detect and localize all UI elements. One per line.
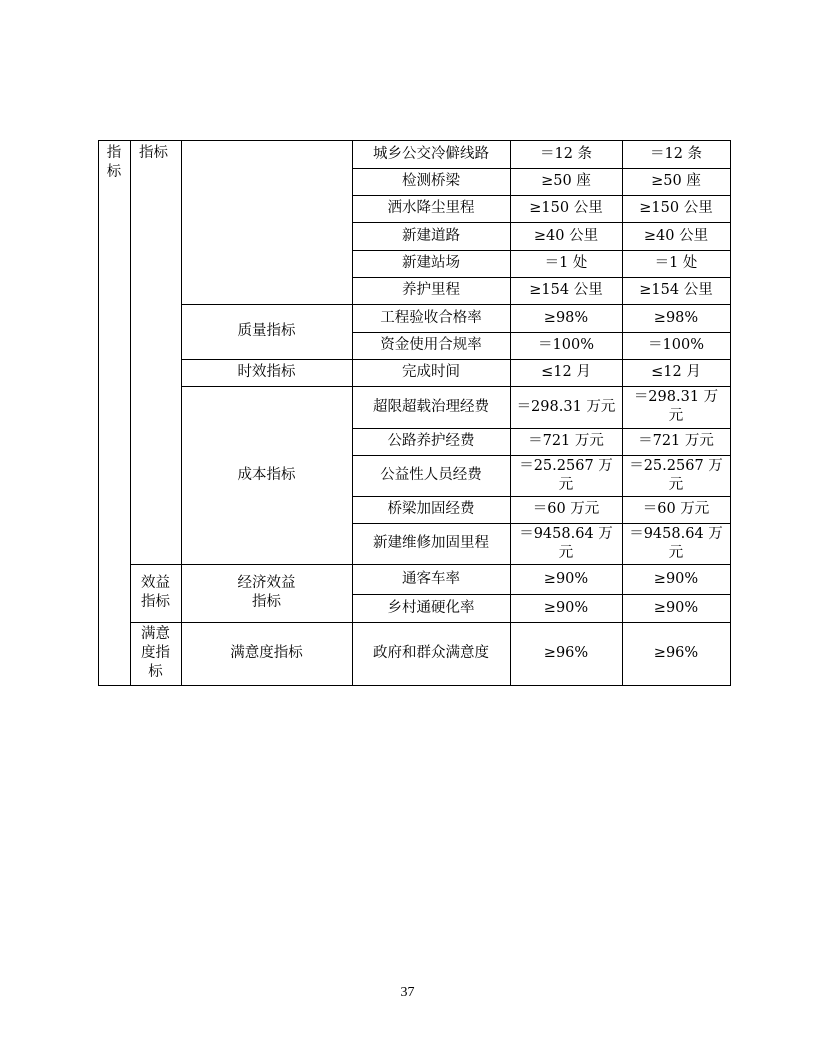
target-value: ＝721 万元 (528, 433, 604, 449)
economic-benefit-label: 经济效益 指标 (237, 575, 296, 610)
indicator-name: 完成时间 (402, 364, 460, 380)
target-value: ＝9458.64 万 元 (519, 525, 613, 561)
benefit-indicator-label: 效益 指标 (141, 575, 170, 610)
target-value: ＝1 处 (544, 255, 588, 271)
actual-value: ≥98% (653, 309, 699, 326)
actual-value: ≥90% (653, 570, 699, 587)
indicator-name: 养护里程 (402, 282, 460, 298)
page-number: 37 (400, 985, 415, 1000)
target-value: ＝298.31 万元 (516, 398, 616, 415)
actual-value: ≥150 公里 (639, 200, 713, 216)
subcategory-label: 指标 (139, 145, 168, 161)
indicator-name: 洒水降尘里程 (387, 200, 475, 216)
actual-value: ＝721 万元 (638, 433, 714, 449)
target-value: ＝25.2567 万 元 (519, 457, 613, 493)
indicator-name: 公路养护经费 (387, 433, 475, 449)
table-bottom-border (98, 685, 731, 686)
actual-value: ≥90% (653, 599, 699, 616)
indicator-name: 政府和群众满意度 (373, 645, 489, 661)
target-value: ≥90% (543, 599, 589, 616)
indicator-name: 新建站场 (402, 255, 460, 271)
actual-value: ＝100% (648, 337, 704, 353)
indicator-name: 公益性人员经费 (380, 467, 482, 483)
indicator-name: 乡村通硬化率 (387, 599, 475, 616)
timeliness-indicator-label: 时效指标 (237, 364, 296, 380)
target-value: ＝12 条 (539, 145, 593, 162)
actual-value: ≥96% (653, 645, 699, 661)
indicator-name: 城乡公交冷僻线路 (373, 145, 489, 162)
actual-value: ＝60 万元 (642, 501, 710, 517)
quality-indicator-label: 质量指标 (237, 323, 296, 339)
indicator-name: 新建维修加固里程 (373, 535, 489, 551)
actual-value: ＝9458.64 万 元 (629, 525, 723, 561)
actual-value: ＝25.2567 万 元 (629, 457, 723, 493)
indicator-name: 通客车率 (402, 570, 460, 587)
actual-value: ＝298.31 万 元 (633, 389, 719, 424)
target-value: ≥90% (543, 570, 589, 587)
target-value: ≥154 公里 (529, 282, 603, 298)
target-value: ≥96% (543, 645, 589, 661)
actual-value: ≥40 公里 (643, 227, 709, 244)
indicator-name: 桥梁加固经费 (387, 501, 475, 517)
actual-value: ≤12 月 (651, 364, 701, 380)
target-value: ≥150 公里 (529, 200, 603, 216)
actual-value: ＝12 条 (649, 145, 703, 162)
table-right-border (730, 140, 731, 686)
satisfaction-category-label: 满意 度指 标 (141, 626, 170, 680)
actual-value: ≥50 座 (651, 173, 701, 189)
target-value: ＝100% (538, 337, 594, 353)
indicator-name: 资金使用合规率 (380, 337, 482, 353)
target-value: ≤12 月 (541, 364, 591, 380)
actual-value: ≥154 公里 (639, 282, 713, 298)
indicator-name: 检测桥梁 (402, 173, 460, 189)
target-value: ≥40 公里 (533, 227, 599, 244)
cost-indicator-label: 成本指标 (237, 466, 296, 483)
category-label: 指 标 (106, 145, 122, 180)
indicator-name: 超限超载治理经费 (373, 398, 489, 415)
indicator-name: 工程验收合格率 (380, 309, 482, 326)
target-value: ≥98% (543, 309, 589, 326)
satisfaction-indicator-label: 满意度指标 (230, 645, 303, 661)
indicator-name: 新建道路 (402, 227, 460, 244)
actual-value: ＝1 处 (654, 255, 698, 271)
target-value: ≥50 座 (541, 173, 591, 189)
target-value: ＝60 万元 (532, 501, 600, 517)
